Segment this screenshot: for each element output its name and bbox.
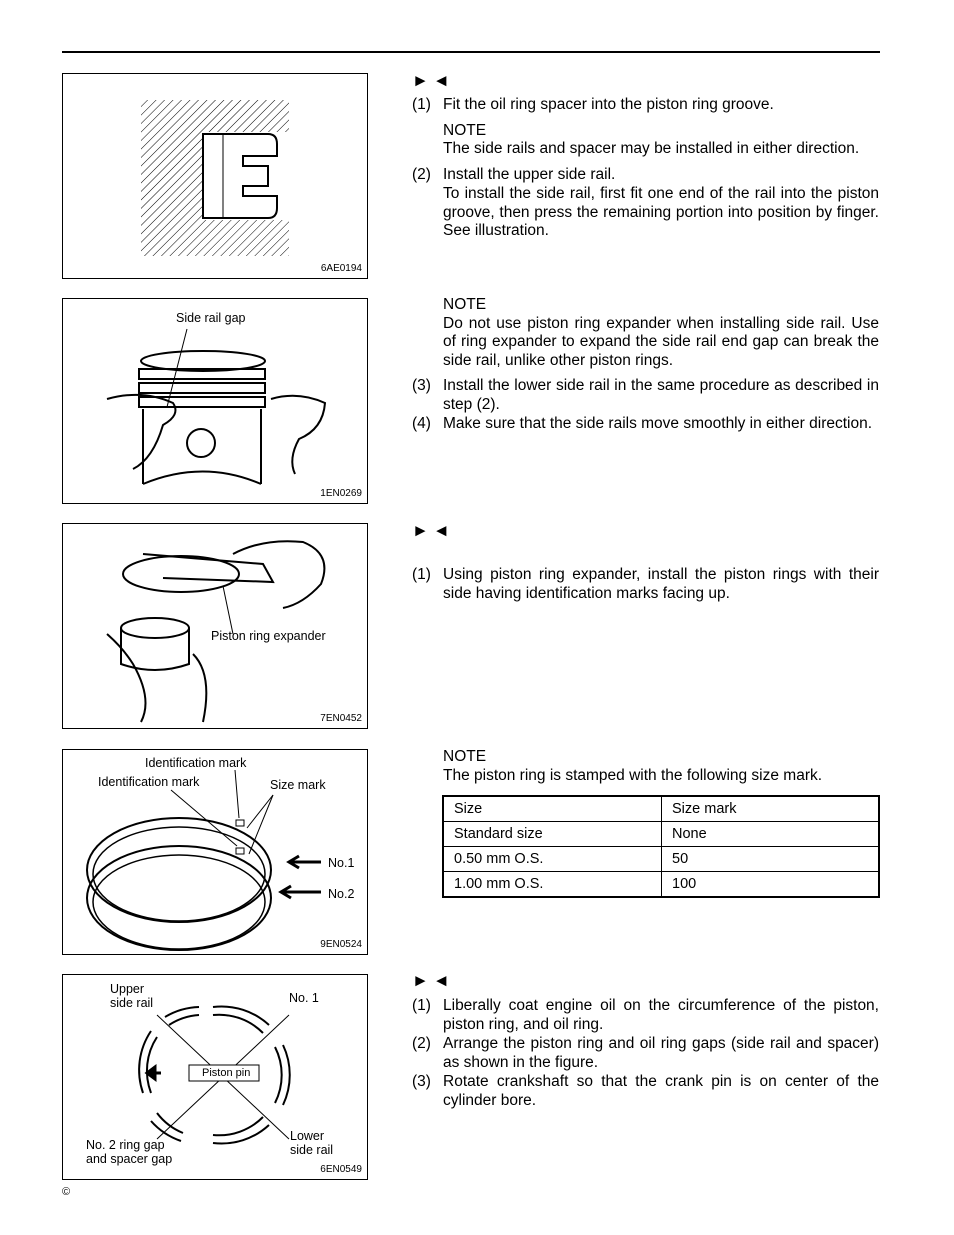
- size-mark-label: Size mark: [270, 778, 326, 792]
- header-rule: [62, 51, 880, 53]
- size-mark-table: [442, 795, 880, 898]
- section1-arrows: ►◄: [412, 71, 454, 90]
- step-2-detail: To install the side rail, first fit one end of the rail into the piston groove, then press the remaining portion into position by finger. See illustration.: [443, 185, 879, 239]
- figure-ring-gaps: [62, 974, 368, 1180]
- table-cell: 1.00 mm O.S.: [443, 872, 662, 898]
- figure-ring-expander: [62, 523, 368, 729]
- step-text: Install the upper side rail.: [443, 165, 616, 183]
- figure-code: 6AE0194: [320, 263, 362, 274]
- table-header: Size mark: [662, 796, 880, 822]
- oil-ring-spacer-illustration: [63, 74, 368, 279]
- note-text: The piston ring is stamped with the following size mark.: [443, 766, 823, 784]
- lower-label: Lower: [290, 1129, 325, 1143]
- note-text: The side rails and spacer may be installed in either direction.: [443, 140, 860, 157]
- piston-ring-expander-label: Piston ring expander: [211, 629, 326, 643]
- step-3: [412, 1073, 879, 1110]
- no2-label: No.2: [328, 887, 355, 901]
- step-number: (1): [412, 566, 431, 583]
- side-rail-install-illustration: [63, 299, 368, 504]
- no2-gap-label-2: and spacer gap: [86, 1152, 173, 1166]
- no2-gap-label: [86, 1138, 172, 1166]
- identification-mark-top-label: Identification mark: [145, 756, 247, 770]
- figure-code: 1EN0269: [320, 488, 362, 499]
- step-number: (1): [412, 96, 431, 113]
- note-title: NOTE: [443, 121, 487, 139]
- no1-label: No.1: [328, 856, 355, 870]
- step-2: [412, 166, 879, 185]
- step-number: (2): [412, 165, 431, 183]
- figure-code: 6EN0549: [320, 1164, 362, 1175]
- identification-mark-label: Identification mark: [98, 775, 200, 789]
- section1-steps-cont: [412, 296, 879, 435]
- table-row: [443, 847, 879, 872]
- no2-gap-label-1: No. 2 ring gap: [86, 1138, 165, 1152]
- table-row: [443, 872, 879, 898]
- step-number: (3): [412, 1073, 431, 1090]
- step-number: (2): [412, 1035, 431, 1052]
- figure-code: 9EN0524: [320, 939, 362, 950]
- piston-pin-label: Piston pin: [202, 1067, 251, 1079]
- step-text: Using piston ring expander, install the piston rings with their side having identification marks facing up.: [443, 566, 879, 602]
- step-2: [412, 1035, 879, 1072]
- step-text: Make sure that the side rails move smoothly in either direction.: [443, 415, 873, 432]
- ring-expander-illustration: [63, 524, 368, 729]
- side-rail-gap-label: Side rail gap: [176, 311, 246, 325]
- section1-steps: [412, 96, 879, 241]
- step-text: Rotate crankshaft so that the crank pin is on center of the cylinder bore.: [443, 1073, 879, 1109]
- figure-ring-marks: [62, 749, 368, 955]
- lower-side-rail-label: [290, 1129, 333, 1157]
- figure-code: 7EN0452: [320, 713, 362, 724]
- note-text: Do not use piston ring expander when installing side rail. Use of ring expander to expand the side rail end gap can break the side rail, unlike other piston rings.: [443, 314, 879, 369]
- step-text: Liberally coat engine oil on the circumference of the piston, piston ring, and oil ring.: [443, 997, 879, 1033]
- step-text: Arrange the piston ring and oil ring gaps (side rail and spacer) as shown in the figure.: [443, 1035, 879, 1071]
- table-cell: 100: [662, 872, 880, 898]
- upper-side-rail-label: [110, 982, 153, 1010]
- step-number: (1): [412, 997, 431, 1014]
- step-3: [412, 377, 879, 414]
- table-header: Size: [443, 796, 662, 822]
- step-1: [412, 997, 879, 1034]
- figure-oil-ring-spacer: [62, 73, 368, 279]
- note-title: NOTE: [443, 296, 487, 313]
- table-cell: 0.50 mm O.S.: [443, 847, 662, 872]
- step-1: [412, 96, 879, 115]
- step-text: Fit the oil ring spacer into the piston ring groove.: [443, 96, 774, 113]
- lower-side-rail-label-2: side rail: [290, 1143, 334, 1157]
- note-title: NOTE: [443, 748, 487, 765]
- upper-label: Upper: [110, 982, 145, 996]
- step-4: [412, 415, 879, 434]
- copyright: ©: [62, 1186, 71, 1198]
- section2-steps: [412, 566, 879, 604]
- table-header-row: [443, 796, 879, 822]
- table-row: [443, 822, 879, 847]
- table-cell: Standard size: [443, 822, 662, 847]
- step-number: (4): [412, 415, 431, 432]
- section2-arrows: ►◄: [412, 521, 454, 540]
- section2-note: [412, 748, 879, 785]
- table-cell: None: [662, 822, 880, 847]
- upper-side-rail-label-2: side rail: [110, 996, 154, 1010]
- figure-side-rail-install: [62, 298, 368, 504]
- no1-gap-label: No. 1: [289, 991, 319, 1005]
- section3-steps: [412, 997, 879, 1111]
- step-text: Install the lower side rail in the same procedure as described in step (2).: [443, 377, 879, 413]
- table-cell: 50: [662, 847, 880, 872]
- step-number: (3): [412, 377, 431, 394]
- section3-arrows: ►◄: [412, 971, 454, 990]
- step-1: [412, 566, 879, 603]
